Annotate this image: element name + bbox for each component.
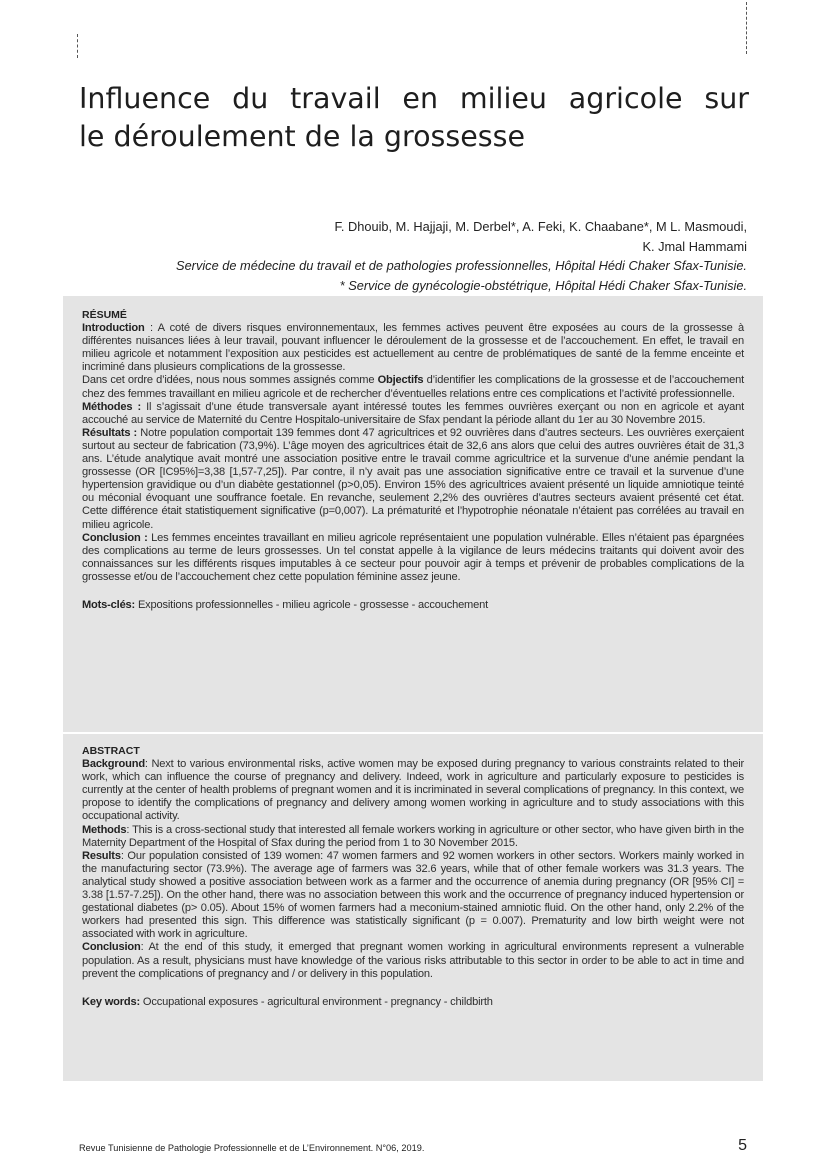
abstract-conclusion (82, 941, 744, 980)
keywords-label: Mots-clés: (82, 598, 136, 611)
abstract-conclusion-text: : At the end of this study, it emerged that pregnant women working in agricultural environments represent a vulnerable population. As a result, physicians must have knowledge of the various risks attributable to this sector in order to be able to act in time and prevent the complications of pregnancy and / or delivery in this population. (82, 941, 744, 980)
article-title (79, 80, 749, 156)
objectives-pre-text: Dans cet ordre d’idées, nous nous sommes assignés comme (82, 374, 378, 387)
abstract-keywords-label: Key words: (82, 995, 140, 1008)
affiliation-1: Service de médecine du travail et de pathologies professionnelles, Hôpital Hédi Chaker Sfax-Tunisie. (176, 258, 747, 273)
author-block (67, 217, 747, 295)
journal-footer: Revue Tunisienne de Pathologie Professionnelle et de L’Environnement. N°06, 2019. (79, 1143, 425, 1153)
abstract-keywords (82, 996, 744, 1009)
title-line-2: le déroulement de la grossesse (79, 120, 525, 153)
introduction-label: Introduction (82, 322, 145, 335)
abstract-keywords-text: Occupational exposures - agricultural environment - pregnancy - childbirth (140, 995, 493, 1008)
objectives-text: d’identifier les complications de la grossesse et de l’accouchement chez des femmes travaillant en milieu agricole et de rechercher d’éventuelles relations entre ces complications et l’activité professionnelle. (82, 374, 744, 400)
abstract-results-text: : Our population consisted of 139 women: 47 women farmers and 92 women workers in other sectors. Workers mainly worked in the manufacturing sector (73.9%). The average age of farmers was 32.6 years, while that of other female workers was 31.3 years. The analytical study showed a positive association between work as a farmer and the occurrence of anemia during pregnancy (OR [95% CI] = 3.38 [1.57-7.25]). On the other hand, there was no association between this work and the occurrence of pregnancy induced hypertension or gestational diabetes (p> 0.05). About 15% of women farmers had a meconium-stained amniotic fluid. On the other hand, only 2.2% of the workers had presented this sign. This difference was statistically significant (p = 0.007). Prematurity and low birth weight were not associated with work in agriculture. (82, 849, 744, 941)
title-line-1: Influence du travail en milieu agricole sur (79, 82, 749, 115)
resume-objectives (82, 374, 744, 400)
abstract-methods (82, 824, 744, 850)
resume-heading: RÉSUMÉ (82, 309, 127, 321)
abstract-results-label: Results (82, 849, 121, 862)
background-label: Background (82, 758, 145, 771)
abstract-methods-label: Methods (82, 823, 127, 836)
abstract-heading: ABSTRACT (82, 745, 140, 757)
introduction-text: : A coté de divers risques environnementaux, les femmes actives peuvent être exposées au cours de la grossesse à différentes nuisances liées à leur travail, pouvant influencer le déroulement de la grossesse et de l’accouchement. En effet, le travail en milieu agricole et notamment l’exposition aux pesticides est actuellement au centre de problématiques de santé de la femme enceinte et incriminé dans plusieurs complications de la grossesse. (82, 322, 744, 374)
conclusion-text: Les femmes enceintes travaillant en milieu agricole représentaient une population vulnérable. Elles n’étaient pas épargnées des complications au terme de leurs grossesses. Un tel constat appelle à la vigilance de leurs médecins traitants qui doivent avoir des connaissances sur les différents risques imputables à ce secteur pour pouvoir agir à temps et prévenir de probables complications de la grossesse et/ou de l’accouchement chez cette population féminine assez jeune. (82, 531, 745, 583)
methods-text: Il s’agissait d’une étude transversale ayant intéressé toutes les femmes ouvrières exerçant ou non en agricole et ayant accouché au service de Maternité du Centre Hospitalo-universitaire de Sfax pendant la période allant du 1er au 30 Novembre 2015. (82, 400, 744, 426)
crop-mark-right (746, 2, 747, 54)
results-label: Résultats : (82, 426, 138, 439)
resume-keywords (82, 599, 744, 612)
authors-line-2: K. Jmal Hammami (642, 238, 747, 254)
keywords-text: Expositions professionnelles - milieu agricole - grossesse - accouchement (135, 598, 489, 611)
resume-methods (82, 401, 744, 427)
affiliation-2: * Service de gynécologie-obstétrique, Hôpital Hédi Chaker Sfax-Tunisie. (339, 277, 747, 293)
abstract-results (82, 850, 744, 942)
resume-results (82, 427, 744, 532)
background-text: : Next to various environmental risks, active women may be exposed during pregnancy to various constraints related to their work, which can influence the course of pregnancy and delivery. Indeed, work in agriculture and particularly exposure to pesticides is currently at the center of health problems of pregnant women and it is incriminated in several complications of pregnancy. In this context, we propose to identify the complications of pregnancy and delivery among women working in agriculture and to study associations with this occupational activity. (82, 758, 744, 823)
results-text: Notre population comportait 139 femmes dont 47 agricultrices et 92 ouvrières dans d’autres secteurs. Les ouvrières exerçaient surtout au secteur de fabrication (73,9%). L’âge moyen des agricultrices était de 32,6 ans alors que celui des autres ouvrières était de 31,3 ans. L’étude analytique avait montré une association positive entre le travail comme agricultrice et la survenue d’une anémie pendant la grossesse (OR [IC95%]=3,38 [1,57-7,25]). Par contre, il n’y avait pas une association significative entre ce travail et la survenue d’une hypertension gravidique ou d’un diabète gestationnel (p>0,05). Environ 15% des agricultrices avaient présenté un liquide amniotique teinté ou méconial évoquant une souffrance foetale. En revanche, seulement 2,2% des ouvrières d’autres secteurs avaient présenté cet état. Cette différence était statistiquement significative (p=0,007). La prématurité et l’hypotrophie néonatale n’étaient pas corrélées au travail en milieu agricole. (82, 426, 744, 531)
resume-box (63, 296, 763, 732)
conclusion-label: Conclusion : (82, 531, 148, 544)
abstract-box (63, 734, 763, 1081)
abstract-background (82, 758, 744, 823)
authors-line-1: F. Dhouib, M. Hajjaji, M. Derbel*, A. Feki, K. Chaabane*, M L. Masmoudi, (334, 219, 747, 234)
resume-conclusion (82, 532, 744, 584)
abstract-conclusion-label: Conclusion (82, 941, 141, 954)
page-number: 5 (738, 1137, 747, 1154)
abstract-methods-text: : This is a cross-sectional study that interested all female workers working in agriculture or other sector, who have given birth in the Maternity Department of the Hospital of Sfax during the period from 1 to 30 November 2015. (82, 823, 744, 849)
methods-label: Méthodes : (82, 400, 141, 413)
crop-mark-left (77, 34, 78, 58)
resume-introduction (82, 322, 744, 374)
objectives-label: Objectifs (377, 374, 424, 387)
